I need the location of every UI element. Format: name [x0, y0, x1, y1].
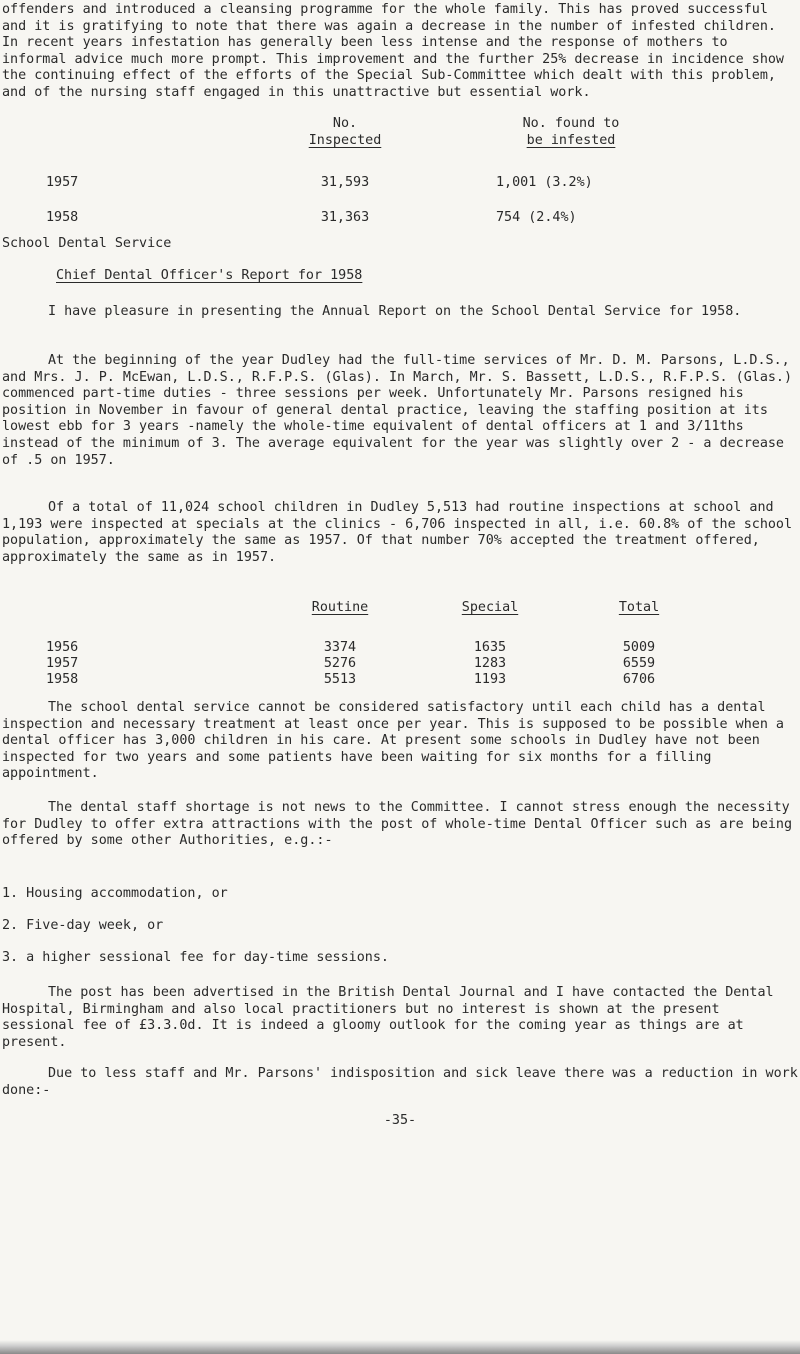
inspections-header-row — [0, 600, 800, 618]
intro-text-block — [2, 2, 798, 102]
paragraph-block — [2, 353, 798, 469]
paragraph: The post has been advertised in the British Dental Journal and I have contacted the Dental Hospital, Birmingham and also local practitioners but no interest is shown at the present sessional fee of £3.3.0d. It is indeed a gloomy outlook for the coming year as things are at present. — [2, 985, 774, 1050]
infestation-header-row-1 — [0, 116, 800, 134]
paragraph: At the beginning of the year Dudley had the full-time services of Mr. D. M. Parsons, L.D.S., and Mrs. J. P. McEwan, L.D.S., R.F.P.S. (Glas). In March, Mr. S. Bassett, L.D.S., R.F.P.S. (Glas.) commenced part-time duties - three sessions per week. Unfortunately Mr. Parsons resigned his position in November in favour of general dental practice, leaving the staffing position at its lowest ebb for 3 years -namely the whole-time equivalent of dental officers at 1 and 3/11ths instead of the minimum of 3. The average equivalent for the year was slightly over 2 - a decrease of .5 on 1957. — [2, 353, 793, 468]
paragraph-block — [2, 985, 798, 1051]
row-special: 1283 — [473, 656, 507, 671]
infestation-header-row-2 — [0, 133, 800, 151]
report-title-row — [0, 268, 800, 286]
row-year: 1958 — [46, 210, 79, 225]
row-routine: 5513 — [323, 672, 357, 687]
row-year: 1956 — [46, 640, 79, 655]
paragraph-block — [2, 304, 798, 321]
row-infested: 754 (2.4%) — [496, 210, 577, 225]
special-header: Special — [461, 600, 519, 615]
row-total: 6706 — [622, 672, 656, 687]
row-routine: 3374 — [323, 640, 357, 655]
total-header: Total — [618, 600, 660, 615]
row-year: 1958 — [46, 672, 79, 687]
paragraph: I have pleasure in presenting the Annual Report on the School Dental Service for 1958. — [48, 304, 742, 319]
paragraph-block — [2, 1066, 798, 1099]
paragraph-block — [2, 500, 798, 566]
row-special: 1193 — [473, 672, 507, 687]
section-heading-row — [0, 236, 800, 254]
row-inspected: 31,593 — [320, 175, 370, 190]
page-number: -35- — [383, 1113, 417, 1128]
inspected-header-sub: Inspected — [308, 133, 382, 148]
list-item: 3. a higher sessional fee for day-time sessions. — [2, 950, 389, 965]
row-total: 5009 — [622, 640, 656, 655]
report-title: Chief Dental Officer's Report for 1958 — [56, 268, 363, 283]
row-year: 1957 — [46, 656, 79, 671]
list-item: 2. Five-day week, or — [2, 918, 164, 933]
row-inspected: 31,363 — [320, 210, 370, 225]
row-special: 1635 — [473, 640, 507, 655]
paragraph: The dental staff shortage is not news to the Committee. I cannot stress enough the necessity for Dudley to offer extra attractions with the post of whole-time Dental Officer such as are being offered by some other Authorities, e.g.:- — [2, 800, 793, 849]
row-year: 1957 — [46, 175, 79, 190]
paragraph: Due to less staff and Mr. Parsons' indisposition and sick leave there was a reduction in work done:- — [2, 1066, 798, 1098]
infested-header: No. found to — [522, 116, 620, 131]
paragraph: Of a total of 11,024 school children in Dudley 5,513 had routine inspections at school and 1,193 were inspected at specials at the clinics - 6,706 inspected in all, i.e. 60.8% of the school population, approximately the same as 1957. Of that number 70% accepted the treatment offered, approximately the same as in 1957. — [2, 500, 793, 565]
section-heading: School Dental Service — [2, 236, 172, 251]
intro-paragraph: offenders and introduced a cleansing programme for the whole family. This has proved successful and it is gratifying to note that there was again a decrease in the number of infested children. In recent years infestation has generally been less intense and the response of mothers to informal advice much more prompt. This improvement and the further 25% decrease in incidence show the continuing effect of the efforts of the Special Sub-Committee which dealt with this problem, and of the nursing staff engaged in this unattractive but essential work. — [2, 2, 784, 100]
table-row — [0, 175, 800, 193]
table-row — [0, 672, 800, 690]
inspected-header: No. — [332, 116, 358, 131]
row-infested: 1,001 (3.2%) — [496, 175, 593, 190]
scan-edge-shadow — [0, 1340, 800, 1354]
table-row — [0, 210, 800, 228]
infested-header-sub: be infested — [526, 133, 616, 148]
list-item: 1. Housing accommodation, or — [2, 886, 228, 901]
paragraph: The school dental service cannot be considered satisfactory until each child has a dental inspection and necessary treatment at least once per year. This is supposed to be possible when a dental officer has 3,000 children in his care. At present some schools in Dudley have not been inspected for two years and some patients have been waiting for six months for a filling appointment. — [2, 700, 784, 782]
paragraph-block — [2, 700, 798, 783]
routine-header: Routine — [311, 600, 369, 615]
row-routine: 5276 — [323, 656, 357, 671]
paragraph-block — [2, 800, 798, 850]
row-total: 6559 — [622, 656, 656, 671]
